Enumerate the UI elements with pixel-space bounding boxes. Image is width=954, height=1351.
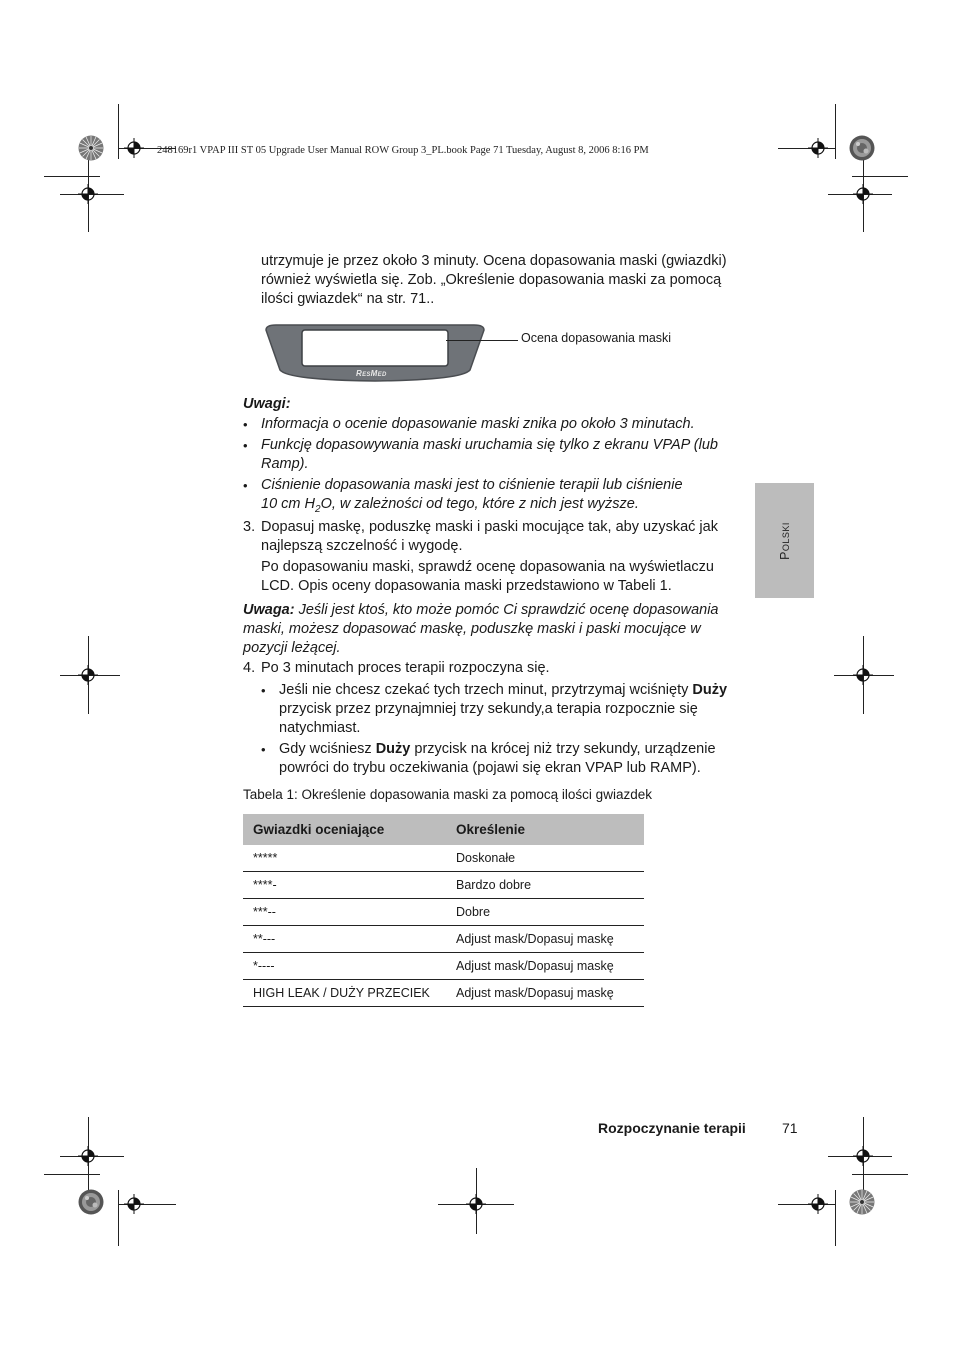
table-cell: Dobre [446,899,644,926]
book-header-line: 248169r1 VPAP III ST 05 Upgrade User Manual ROW Group 3_PL.book Page 71 Tuesday, August 8, 2006 8:16 PM [157,145,649,156]
table-cell: Adjust mask/Dopasuj maskę [446,953,644,980]
step-number: 4. [243,660,256,676]
step-text: Dopasuj maskę, poduszkę maski i paski mocujące tak, aby uzyskać jak najlepszą szczelność i wygodę. [261,519,718,554]
table-cell: ****- [243,872,446,899]
table-header-cell: Gwiazdki oceniające [243,814,446,845]
registration-mark-icon [124,138,144,158]
star-target-icon [78,1189,104,1215]
note-text: Jeśli jest ktoś, kto może pomóc Ci sprawdzić ocenę dopasowania maski, możesz dopasować maskę, poduszkę maski i paski mocujące w pozycji leżącej. [243,602,719,656]
step-4 [243,659,748,678]
callout-leader-line [446,340,518,341]
step-number: 3. [243,519,256,535]
table-cell: ***-- [243,899,446,926]
table-cell: Adjust mask/Dopasuj maskę [446,926,644,953]
table-cell: HIGH LEAK / DUŻY PRZECIEK [243,980,446,1007]
note-block [243,601,748,658]
table-row [243,980,644,1007]
registration-mark-icon [808,1194,828,1214]
note-label: Uwaga: [243,602,295,618]
registration-mark-icon [808,138,828,158]
registration-mark-icon [853,665,873,685]
notes-heading: Uwagi: [243,396,291,412]
page-number: 71 [782,1120,798,1136]
table-cell: Bardzo dobre [446,872,644,899]
registration-mark-icon [78,184,98,204]
list-item: • Ciśnienie dopasowania maski jest to ciśnienie terapii lub ciśnienie 10 cm $H_2O$, w zależności od tego, które z nich jest wyższe. [243,477,683,515]
lcd-callout-label: Ocena dopasowania maski [521,331,672,345]
list-item: • Informacja o ocenie dopasowanie maski znika po około 3 minutach. [243,416,695,432]
intro-paragraph: utrzymuje je przez około 3 minuty. Ocena dopasowania maski (gwiazdki) również wyświetla się. Zob. „Określenie dopasowania maski za pomocą ilości gwiazdek“ na str. 71.. [261,253,727,307]
table-header-row [243,814,644,845]
table-cell: Doskonałe [446,845,644,872]
language-tab [755,483,814,598]
language-tab-label: Polski [777,521,792,560]
table-header-cell: Określenie [446,814,644,845]
table-row [243,899,644,926]
footer-section-title: Rozpoczynanie terapii [598,1120,746,1136]
step-4-bullets [261,681,751,780]
star-target-icon [78,135,104,161]
registration-mark-icon [853,1146,873,1166]
table-cell: ***** [243,845,446,872]
notes-list [243,415,748,521]
registration-mark-icon [78,665,98,685]
table-cell: **--- [243,926,446,953]
resmed-logo: ResMed [356,369,387,378]
table-caption: Tabela 1: Określenie dopasowania maski za pomocą ilości gwiazdek [243,787,652,802]
registration-mark-icon [466,1194,486,1214]
step-3 [243,518,748,596]
table-cell: *---- [243,953,446,980]
star-target-icon [849,1189,875,1215]
table-row [243,872,644,899]
list-item: • Gdy wciśniesz Duży przycisk na krócej niż trzy sekundy, urządzenie powróci do trybu oczekiwania (pojawi się ekran VPAP lub RAMP). [261,741,716,776]
table-cell: Adjust mask/Dopasuj maskę [446,980,644,1007]
registration-mark-icon [853,184,873,204]
list-item: • Jeśli nie chcesz czekać tych trzech minut, przytrzymaj wciśnięty Duży przycisk przez przynajmniej trzy sekundy,a terapia rozpocznie się natychmiast. [261,682,728,736]
step-followup: Po dopasowaniu maski, sprawdź ocenę dopasowania na wyświetlaczu LCD. Opis oceny dopasowania maski przedstawiono w Tabeli 1. [261,559,714,594]
registration-mark-icon [78,1146,98,1166]
mask-fit-table [243,814,644,1007]
table-row [243,953,644,980]
registration-mark-icon [124,1194,144,1214]
step-text: Po 3 minutach proces terapii rozpoczyna się. [261,660,550,676]
table-row [243,845,644,872]
table-row [243,926,644,953]
list-item: • Funkcję dopasowywania maski uruchamia się tylko z ekranu VPAP (lub Ramp). [243,437,718,472]
star-target-icon [849,135,875,161]
